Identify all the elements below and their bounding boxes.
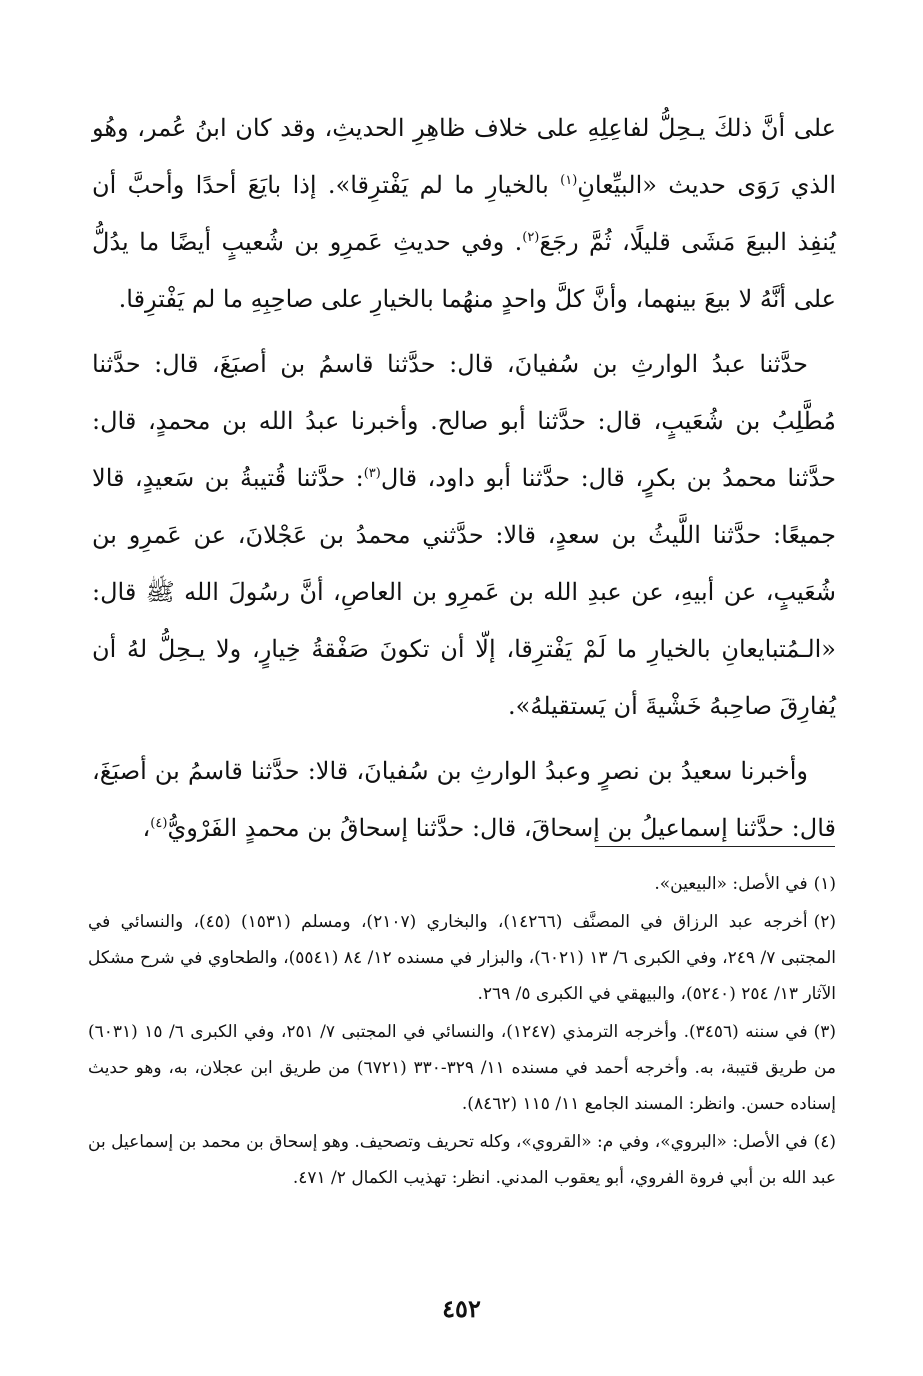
text-segment: : حدَّثنا قُتيبةُ بن سَعيدٍ، قالا جميعًا: حدَّثنا اللَّيثُ بن سعدٍ، قالا: حدَّثني محمدُ بن عَجْلانَ، عن عَمرِو بن شُعَيبٍ، عن أبيهِ، عن عبدِ الله بن عَمرِو بن العاصِ، أنَّ رسُولَ الله ﷺ قال: «الـمُتبايعانِ بالخيارِ ما لَمْ يَفْترِقا، إلّا أن تكونَ صَفْقةُ خِيارٍ، ولا يـحِلُّ لهُ أن يُفارِقَ صاحِبهُ خَشْيةَ أن يَستقيلهُ». [92,464,836,720]
footnotes-section [88,866,836,1198]
footnote-number: (١) [813,874,836,894]
footnote-text: في الأصل: «البيعين». [654,874,808,894]
paragraph-1 [92,100,836,328]
footnote-reference-1[interactable]: (١) [560,173,578,188]
footnote-reference-4[interactable]: (٤) [150,816,168,831]
text-segment: ، [142,814,151,842]
footnote-number: (٢) [813,912,836,932]
footnote-2 [88,904,836,1012]
text-segment: على أنَّ ذلكَ يـحِلُّ لفاعِلِهِ على خلاف ظاهِرِ الحديثِ، وقد كان ابنُ عُمر، وهُو الذي رَوَى حديث «البيِّعانِ [92,114,837,199]
footnote-number: (٤) [813,1132,836,1152]
footnote-separator-line [595,846,835,847]
main-text-body [92,100,836,865]
footnote-text: أخرجه عبد الرزاق في المصنَّف (١٤٢٦٦)، والبخاري (٢١٠٧)، ومسلم (١٥٣١) (٤٥)، والنسائي في المجتبى ٧/ ٢٤٩، وفي الكبرى ٦/ ١٣ (٦٠٢١)، والبزار في مسنده ١٢/ ٨٤ (٥٥٤١)، والطحاوي في شرح مشكل الآثار ١٣/ ٢٥٤ (٥٢٤٠)، والبيهقي في الكبرى ٥/ ٢٦٩. [88,912,836,1004]
paragraph-2 [92,336,836,735]
footnote-reference-2[interactable]: (٢) [522,230,540,245]
footnote-text: في الأصل: «البروي»، وفي م: «القروي»، وكله تحريف وتصحيف. وهو إسحاق بن محمد بن إسماعيل بن عبد الله بن أبي فروة الفروي، أبو يعقوب المدني. انظر: تهذيب الكمال ٢/ ٤٧١. [88,1132,836,1188]
footnote-1 [88,866,836,902]
text-segment: وأخبرنا سعيدُ بن نصرٍ وعبدُ الوارثِ بن سُفيانَ، قالا: حدَّثنا قاسمُ بن أصبَغَ، قال: حدَّثنا إسماعيلُ بن إسحاقَ، قال: حدَّثنا إسحاقُ بن محمدٍ الفَرْويُّ [92,757,836,842]
footnote-3 [88,1014,836,1122]
footnote-text: في سننه (٣٤٥٦). وأخرجه الترمذي (١٢٤٧)، والنسائي في المجتبى ٧/ ٢٥١، وفي الكبرى ٦/ ١٥ (٦٠٣١) من طريق قتيبة، به. وأخرجه أحمد في مسنده ١١/ ٣٢٩-٣٣٠ (٦٧٢١) من طريق ابن عجلان، به، وهو حديث إسناده حسن. وانظر: المسند الجامع ١١/ ١١٥ (٨٤٦٢). [88,1022,836,1114]
footnote-reference-3[interactable]: (٣) [363,466,381,481]
text-segment: حدَّثنا عبدُ الوارثِ بن سُفيانَ، قال: حدَّثنا قاسمُ بن أصبَغَ، قال: حدَّثنا مُطَّلِبُ بن شُعَيبٍ، قال: حدَّثنا أبو صالح. وأخبرنا عبدُ الله بن محمدٍ، قال: حدَّثنا محمدُ بن بكرٍ، قال: حدَّثنا أبو داود، قال [92,350,836,492]
paragraph-3 [92,743,836,857]
page-number: ٤٥٢ [442,1294,481,1323]
text-segment: . وفي حديثِ عَمرِو بن شُعيبٍ أيضًا ما يدُلُّ على أنَّهُ لا بيعَ بينهما، وأنَّ كلَّ واحدٍ منهُما بالخيارِ على صاحِبِهِ ما لم يَفْترِقا. [92,228,836,313]
footnote-4 [88,1124,836,1196]
footnote-number: (٣) [813,1022,837,1042]
text-segment: بالخيارِ ما لم يَفْترِقا». إذا بايَعَ أحدًا وأحبَّ أن يُنفِذ البيعَ مَشَى قليلًا، ثُمَّ رجَعَ [92,171,837,256]
